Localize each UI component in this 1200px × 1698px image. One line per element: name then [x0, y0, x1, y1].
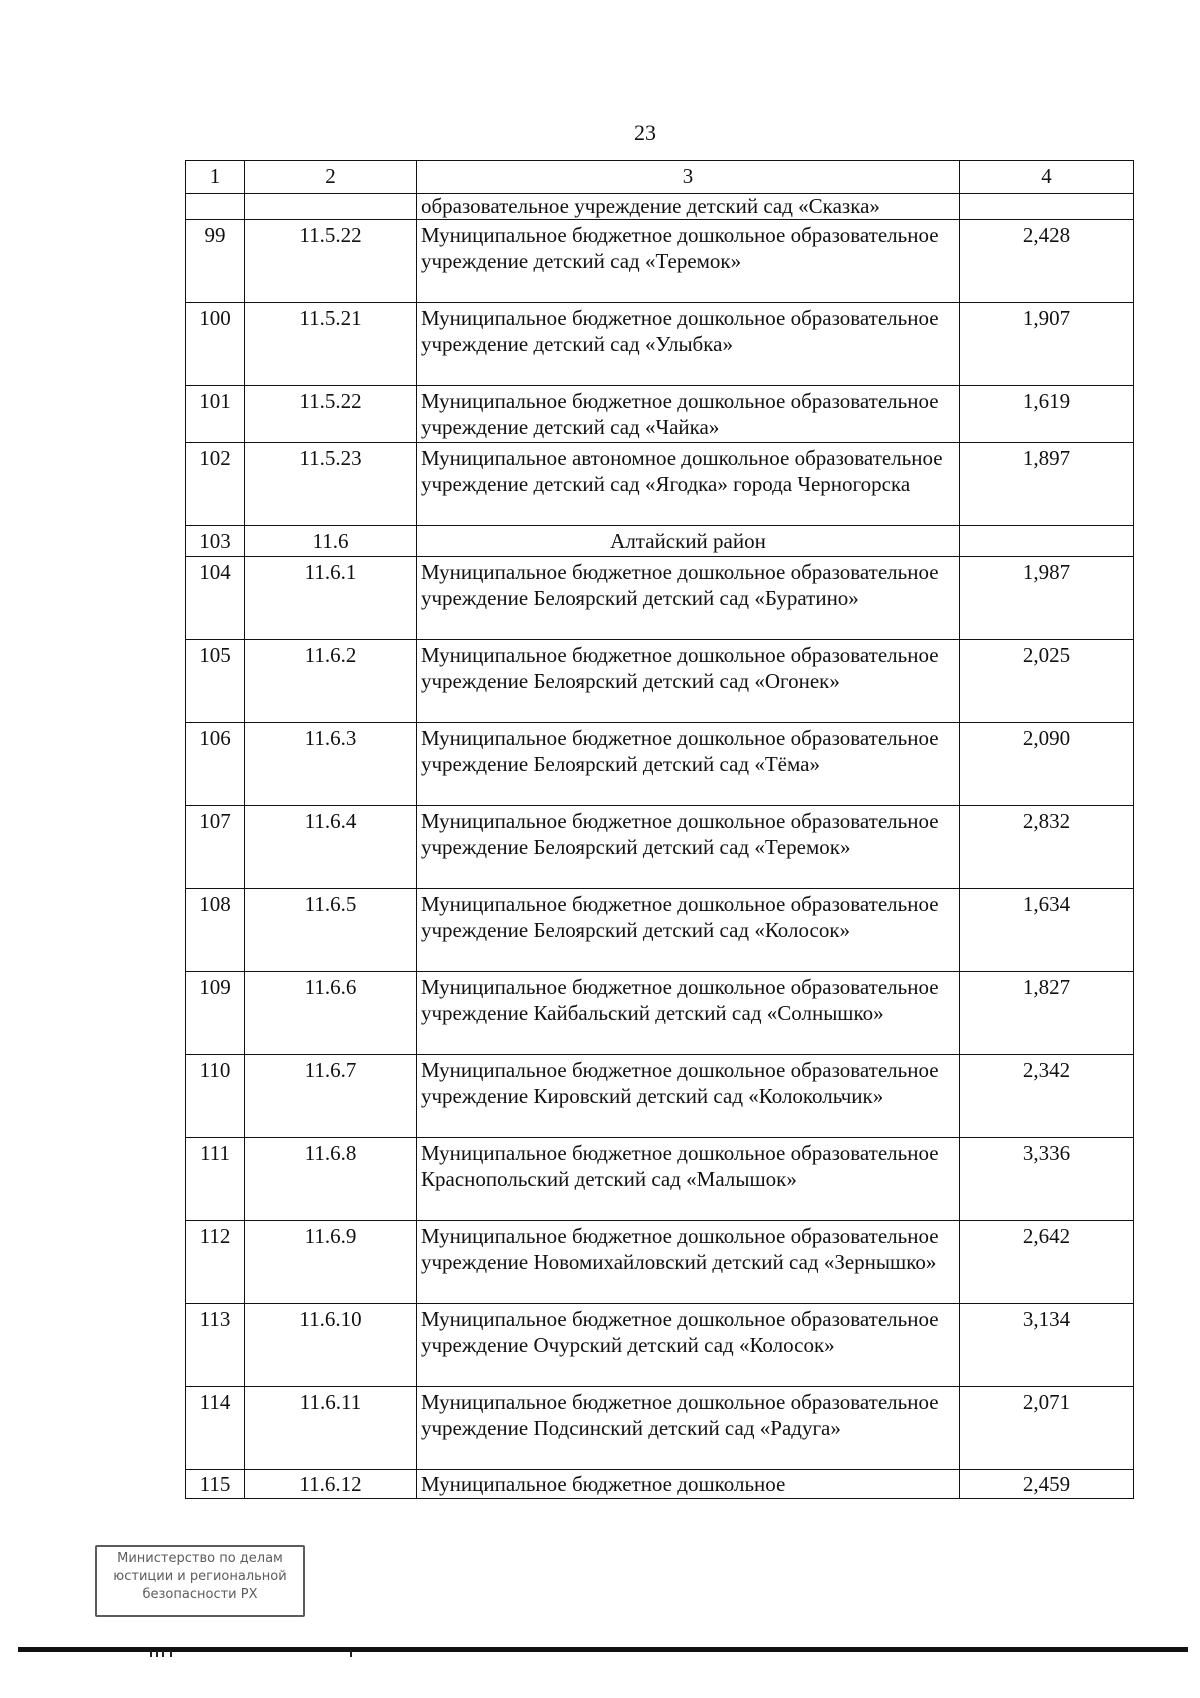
- row-number: 114: [186, 1387, 245, 1470]
- row-name: Муниципальное бюджетное дошкольное образовательное учреждение Белоярский детский сад «Колосок»: [417, 889, 960, 972]
- header-cell: 3: [417, 161, 960, 194]
- row-value: 1,897: [960, 443, 1134, 526]
- row-name: Муниципальное бюджетное дошкольное образовательное учреждение Очурский детский сад «Колосок»: [417, 1304, 960, 1387]
- ministry-stamp: [95, 1545, 305, 1617]
- table-row: [186, 1470, 1134, 1499]
- row-code: 11.6.4: [245, 806, 417, 889]
- row-number: 105: [186, 640, 245, 723]
- table-row: [186, 194, 1134, 220]
- row-code: 11.5.22: [245, 386, 417, 443]
- row-number: 106: [186, 723, 245, 806]
- row-code: 11.6.8: [245, 1138, 417, 1221]
- row-value: 2,025: [960, 640, 1134, 723]
- row-number: 109: [186, 972, 245, 1055]
- table-row: [186, 1304, 1134, 1387]
- row-name: Муниципальное бюджетное дошкольное образовательное учреждение Подсинский детский сад «Радуга»: [417, 1387, 960, 1470]
- row-number: 104: [186, 557, 245, 640]
- row-code: 11.6: [245, 526, 417, 557]
- row-value: 3,336: [960, 1138, 1134, 1221]
- row-value: 1,634: [960, 889, 1134, 972]
- row-code: 11.5.21: [245, 303, 417, 386]
- table-row: [186, 220, 1134, 303]
- row-number: 101: [186, 386, 245, 443]
- row-name: Муниципальное бюджетное дошкольное образовательное учреждение Белоярский детский сад «Буратино»: [417, 557, 960, 640]
- row-name: образовательное учреждение детский сад «Сказка»: [417, 194, 960, 220]
- row-value: [960, 526, 1134, 557]
- row-name: Муниципальное бюджетное дошкольное образовательное учреждение Новомихайловский детский сад «Зернышко»: [417, 1221, 960, 1304]
- table-row: [186, 640, 1134, 723]
- row-name: Муниципальное бюджетное дошкольное: [417, 1470, 960, 1499]
- row-name: Муниципальное бюджетное дошкольное образовательное учреждение Кайбальский детский сад «Солнышко»: [417, 972, 960, 1055]
- row-number: 103: [186, 526, 245, 557]
- header-cell: 4: [960, 161, 1134, 194]
- section-title: Алтайский район: [417, 526, 960, 557]
- row-name: Муниципальное бюджетное дошкольное образовательное учреждение детский сад «Теремок»: [417, 220, 960, 303]
- row-number: 107: [186, 806, 245, 889]
- row-number: [186, 194, 245, 220]
- stamp-line: безопасности РХ: [142, 1587, 258, 1602]
- table-row: [186, 723, 1134, 806]
- table-row: [186, 557, 1134, 640]
- row-code: 11.6.3: [245, 723, 417, 806]
- row-value: 2,090: [960, 723, 1134, 806]
- table-row: [186, 443, 1134, 526]
- row-name: Муниципальное автономное дошкольное образовательное учреждение детский сад «Ягодка» города Черногорска: [417, 443, 960, 526]
- row-name: Муниципальное бюджетное дошкольное образовательное учреждение детский сад «Чайка»: [417, 386, 960, 443]
- row-code: 11.6.12: [245, 1470, 417, 1499]
- row-value: 1,827: [960, 972, 1134, 1055]
- row-number: 113: [186, 1304, 245, 1387]
- row-value: 2,342: [960, 1055, 1134, 1138]
- table-row: [186, 1221, 1134, 1304]
- row-code: 11.6.9: [245, 1221, 417, 1304]
- row-value: 2,832: [960, 806, 1134, 889]
- row-value: [960, 194, 1134, 220]
- table-row: [186, 889, 1134, 972]
- row-code: 11.6.10: [245, 1304, 417, 1387]
- row-number: 111: [186, 1138, 245, 1221]
- row-number: 108: [186, 889, 245, 972]
- row-value: 2,459: [960, 1470, 1134, 1499]
- table-row: [186, 1387, 1134, 1470]
- table-row: [186, 1055, 1134, 1138]
- table-row: [186, 806, 1134, 889]
- row-code: 11.6.7: [245, 1055, 417, 1138]
- row-code: 11.6.6: [245, 972, 417, 1055]
- row-value: 3,134: [960, 1304, 1134, 1387]
- table-header-row: [186, 161, 1134, 194]
- row-code: 11.6.1: [245, 557, 417, 640]
- table-row: [186, 1138, 1134, 1221]
- row-name: Муниципальное бюджетное дошкольное образовательное учреждение Белоярский детский сад «Тёма»: [417, 723, 960, 806]
- page-number: 23: [634, 120, 656, 145]
- row-number: 99: [186, 220, 245, 303]
- row-name: Муниципальное бюджетное дошкольное образовательное учреждение Белоярский детский сад «Теремок»: [417, 806, 960, 889]
- row-code: [245, 194, 417, 220]
- section-row: [186, 526, 1134, 557]
- table-row: [186, 386, 1134, 443]
- row-number: 102: [186, 443, 245, 526]
- row-value: 1,907: [960, 303, 1134, 386]
- row-value: 1,987: [960, 557, 1134, 640]
- header-cell: 2: [245, 161, 417, 194]
- stamp-line: Министерство по делам: [117, 1551, 283, 1566]
- row-name: Муниципальное бюджетное дошкольное образовательное Краснопольский детский сад «Малышок»: [417, 1138, 960, 1221]
- document-table: [185, 160, 1134, 1499]
- header-cell: 1: [186, 161, 245, 194]
- row-name: Муниципальное бюджетное дошкольное образовательное учреждение Белоярский детский сад «Огонек»: [417, 640, 960, 723]
- table-row: [186, 972, 1134, 1055]
- stamp-line: юстиции и региональной: [113, 1569, 287, 1584]
- row-number: 110: [186, 1055, 245, 1138]
- footer-rule-ticks: [150, 1651, 390, 1657]
- row-number: 112: [186, 1221, 245, 1304]
- row-number: 115: [186, 1470, 245, 1499]
- row-value: 2,642: [960, 1221, 1134, 1304]
- table-row: [186, 303, 1134, 386]
- row-name: Муниципальное бюджетное дошкольное образовательное учреждение детский сад «Улыбка»: [417, 303, 960, 386]
- row-value: 2,071: [960, 1387, 1134, 1470]
- row-code: 11.6.2: [245, 640, 417, 723]
- row-value: 1,619: [960, 386, 1134, 443]
- row-code: 11.6.11: [245, 1387, 417, 1470]
- row-value: 2,428: [960, 220, 1134, 303]
- row-number: 100: [186, 303, 245, 386]
- row-name: Муниципальное бюджетное дошкольное образовательное учреждение Кировский детский сад «Колокольчик»: [417, 1055, 960, 1138]
- row-code: 11.5.22: [245, 220, 417, 303]
- row-code: 11.6.5: [245, 889, 417, 972]
- row-code: 11.5.23: [245, 443, 417, 526]
